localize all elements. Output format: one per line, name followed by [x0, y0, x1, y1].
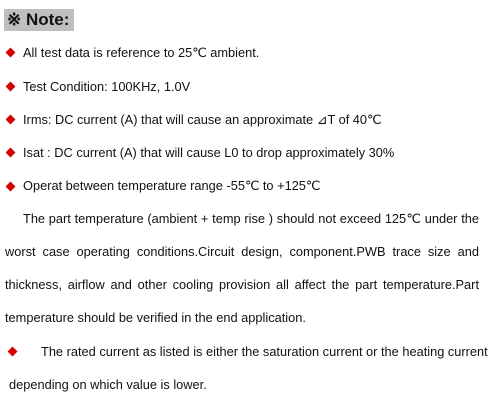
paragraph-line [23, 210, 479, 228]
note-item-temperature-range: Operat between temperature range -55℃ to +125℃ [23, 178, 321, 193]
paragraph-line [5, 276, 479, 294]
note-item-test-condition: Test Condition: 100KHz, 1.0V [23, 79, 191, 94]
note-item-test-data: All test data is reference to 25℃ ambient. [23, 45, 260, 60]
rated-line [41, 343, 488, 361]
paragraph-line-text: worst case operating conditions.Circuit design, component.PWB trace size and [5, 244, 479, 259]
paragraph-line [5, 243, 479, 261]
bullet-icon [6, 48, 16, 58]
paragraph-line-text: thickness, airflow and other cooling provision all affect the part temperature.Part [5, 277, 479, 292]
paragraph-line: temperature should be verified in the end application. [5, 310, 306, 325]
rated-line: depending on which value is lower. [9, 377, 207, 392]
bullet-icon [8, 347, 18, 357]
note-item-irms: Irms: DC current (A) that will cause an approximate ⊿T of 40℃ [23, 112, 382, 127]
paragraph-line-text: The part temperature (ambient + temp rise ) should not exceed 125℃ under the [23, 211, 479, 226]
bullet-icon [6, 115, 16, 125]
rated-line-text: The rated current as listed is either the saturation current or the heating current [41, 344, 488, 359]
note-title: ※ Note: [7, 10, 70, 29]
note-item-isat: Isat : DC current (A) that will cause L0 to drop approximately 30% [23, 145, 395, 160]
bullet-icon [6, 148, 16, 158]
bullet-icon [6, 82, 16, 92]
bullet-icon [6, 182, 16, 192]
